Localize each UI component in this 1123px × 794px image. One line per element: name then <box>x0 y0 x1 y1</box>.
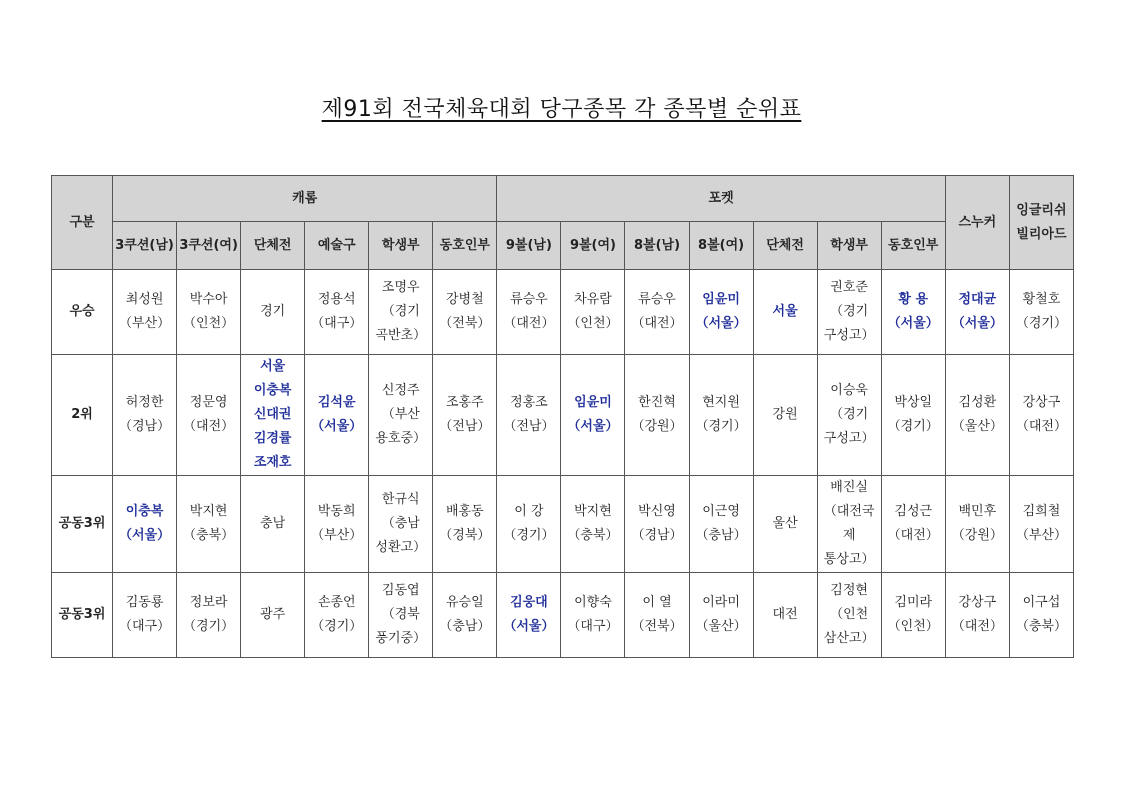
result-cell <box>625 573 689 658</box>
carom-3cushion-men-header: 3쿠션(남) <box>113 222 177 270</box>
result-cell <box>241 476 305 573</box>
cell-line: 삼산고） <box>823 631 875 646</box>
cell-line: 류승우 <box>510 292 548 307</box>
cell-line: 광주 <box>260 607 286 622</box>
pocket-student-header: 학생부 <box>817 222 881 270</box>
cell-line: （충북） <box>183 528 235 543</box>
cell-line: （대전） <box>887 528 939 543</box>
cell-line: 이승욱 <box>830 383 868 398</box>
cell-line: 강상구 <box>1022 395 1061 410</box>
cell-line: 박수아 <box>189 292 228 307</box>
cell-line: （경기） <box>1015 316 1067 331</box>
cell-line: （대구） <box>567 619 619 634</box>
result-cell <box>561 355 625 476</box>
result-cell <box>241 573 305 658</box>
cell-line: 김미라 <box>894 595 933 610</box>
pocket-group-header: 포켓 <box>497 176 945 222</box>
cell-line: 김성근 <box>894 504 933 519</box>
result-cell <box>881 573 945 658</box>
result-cell <box>625 270 689 355</box>
cell-line: （대전） <box>183 419 235 434</box>
cell-line: 손종언 <box>317 595 356 610</box>
english-billiards-line-1: 잉글리쉬 <box>1016 202 1067 218</box>
result-cell <box>497 573 561 658</box>
result-cell <box>817 476 881 573</box>
cell-line: 강원 <box>772 407 798 422</box>
cell-line: 조재호 <box>253 455 292 470</box>
cell-line: 한규식 <box>381 492 420 507</box>
cell-line: 유승일 <box>445 595 484 610</box>
result-cell <box>689 355 753 476</box>
result-cell <box>945 270 1009 355</box>
cell-line: 최성원 <box>125 292 164 307</box>
result-cell <box>177 476 241 573</box>
cell-line: 강상구 <box>958 595 997 610</box>
cell-line: （충남 <box>381 516 420 531</box>
result-cell <box>177 573 241 658</box>
result-cell <box>433 573 497 658</box>
result-cell <box>817 270 881 355</box>
cell-line: （대전） <box>1015 419 1067 434</box>
cell-line: 조명우 <box>381 280 420 295</box>
result-cell <box>817 573 881 658</box>
cell-line: （경기 <box>381 304 420 319</box>
result-cell <box>433 270 497 355</box>
cell-line: 곡반초） <box>375 328 427 343</box>
cell-line: 신정주 <box>381 383 420 398</box>
cell-line: 성환고） <box>375 540 427 555</box>
cell-line: （서울） <box>887 316 939 331</box>
cell-line: （경북 <box>381 607 420 622</box>
cell-line: （대전） <box>503 316 555 331</box>
cell-line: 김경률 <box>253 431 292 446</box>
cell-line: 배홍동 <box>445 504 484 519</box>
result-cell <box>817 355 881 476</box>
cell-line: （경기） <box>887 419 939 434</box>
result-cell <box>689 573 753 658</box>
cell-line: 용호중） <box>375 431 427 446</box>
carom-3cushion-women-header: 3쿠션(여) <box>177 222 241 270</box>
ranking-table <box>51 175 1074 658</box>
cell-line: （강원） <box>631 419 683 434</box>
cell-line: 서울 <box>772 304 798 319</box>
subheader-row <box>52 222 1074 270</box>
cell-line: 김동룡 <box>125 595 164 610</box>
cell-line: （전북） <box>631 619 683 634</box>
table-row <box>52 573 1074 658</box>
cell-line: 조홍주 <box>445 395 484 410</box>
cell-line: （울산） <box>951 419 1003 434</box>
result-cell <box>1009 476 1073 573</box>
result-cell <box>305 270 369 355</box>
pocket-8ball-men-header: 8볼(남) <box>625 222 689 270</box>
cell-line: 정용석 <box>317 292 356 307</box>
cell-line: 이충복 <box>253 383 292 398</box>
cell-line: （서울） <box>311 419 363 434</box>
cell-line: （충남） <box>439 619 491 634</box>
table-row <box>52 270 1074 355</box>
result-cell <box>881 270 945 355</box>
result-cell <box>497 476 561 573</box>
cell-line: 김웅대 <box>510 595 548 610</box>
result-cell <box>561 573 625 658</box>
cell-line: （전남） <box>503 419 555 434</box>
cell-line: （강원） <box>951 528 1003 543</box>
cell-line: 박지현 <box>189 504 228 519</box>
result-cell <box>433 476 497 573</box>
cell-line: （경기 <box>830 407 869 422</box>
cell-line: （경남） <box>119 419 171 434</box>
table-row <box>52 476 1074 573</box>
cell-line: 배진실 <box>830 480 868 495</box>
cell-line: 김동엽 <box>381 583 420 598</box>
cell-line: 구성고） <box>823 431 875 446</box>
cell-line: 이라미 <box>702 595 740 610</box>
cell-line: （부산） <box>311 528 363 543</box>
result-cell <box>241 355 305 476</box>
result-cell <box>369 270 433 355</box>
cell-line: （충북） <box>1015 619 1067 634</box>
cell-line: 박동희 <box>317 504 356 519</box>
cell-line: 차유람 <box>574 292 612 307</box>
result-cell <box>1009 355 1073 476</box>
cell-line: 백민후 <box>958 504 997 519</box>
result-cell <box>753 573 817 658</box>
result-cell <box>305 476 369 573</box>
corner-header: 구분 <box>52 176 113 270</box>
cell-line: （인천） <box>887 619 939 634</box>
rank-label: 2위 <box>52 355 113 476</box>
cell-line: （인천） <box>183 316 235 331</box>
title-text: 제91회 전국체육대회 당구종목 각 종목별 순위표 <box>321 97 802 122</box>
cell-line: 허정한 <box>125 395 164 410</box>
result-cell <box>561 270 625 355</box>
rank-label: 공동3위 <box>52 573 113 658</box>
result-cell <box>689 476 753 573</box>
cell-line: 박신영 <box>638 504 676 519</box>
cell-line: 이근영 <box>702 504 740 519</box>
result-cell <box>625 476 689 573</box>
cell-line: 정대균 <box>958 292 997 307</box>
result-cell <box>945 573 1009 658</box>
result-cell <box>753 476 817 573</box>
pocket-amateur-header: 동호인부 <box>881 222 945 270</box>
cell-line: （충북） <box>567 528 619 543</box>
cell-line: 김석윤 <box>317 395 356 410</box>
cell-line: 박상일 <box>894 395 933 410</box>
group-header-row <box>52 176 1074 222</box>
cell-line: （대전） <box>631 316 683 331</box>
result-cell <box>113 476 177 573</box>
cell-line: 울산 <box>772 516 798 531</box>
cell-line: （울산） <box>695 619 747 634</box>
pocket-9ball-men-header: 9볼(남) <box>497 222 561 270</box>
cell-line: （경북） <box>439 528 491 543</box>
cell-line: （경기） <box>695 419 747 434</box>
table-row <box>52 355 1074 476</box>
snooker-header: 스누커 <box>945 176 1009 270</box>
cell-line: （경기） <box>311 619 363 634</box>
cell-line: （대구） <box>119 619 171 634</box>
cell-line: （대구） <box>311 316 363 331</box>
cell-line: 강병철 <box>445 292 484 307</box>
cell-line: （서울） <box>567 419 619 434</box>
cell-line: 이 강 <box>514 504 544 519</box>
cell-line: （부산） <box>119 316 171 331</box>
cell-line: （경기） <box>183 619 235 634</box>
result-cell <box>689 270 753 355</box>
cell-line: 박지현 <box>574 504 612 519</box>
page-title <box>0 92 1123 123</box>
cell-line: 황철호 <box>1022 292 1061 307</box>
cell-line: 정보라 <box>189 595 228 610</box>
cell-line: 권호준 <box>830 280 868 295</box>
result-cell <box>1009 573 1073 658</box>
result-cell <box>753 355 817 476</box>
result-cell <box>625 355 689 476</box>
cell-line: （대전국제 <box>823 504 875 543</box>
carom-student-header: 학생부 <box>369 222 433 270</box>
result-cell <box>753 270 817 355</box>
result-cell <box>497 270 561 355</box>
cell-line: 이구섭 <box>1022 595 1061 610</box>
cell-line: （전남） <box>439 419 491 434</box>
cell-line: 서울 <box>260 359 286 374</box>
cell-line: 충남 <box>260 516 286 531</box>
result-cell <box>305 573 369 658</box>
cell-line: 황 용 <box>898 292 929 307</box>
cell-line: 통상고） <box>823 552 875 567</box>
cell-line: （충남） <box>695 528 747 543</box>
cell-line: 정문영 <box>189 395 228 410</box>
english-billiards-header <box>1009 176 1073 270</box>
cell-line: 김정현 <box>830 583 868 598</box>
result-cell <box>497 355 561 476</box>
result-cell <box>369 476 433 573</box>
result-cell <box>241 270 305 355</box>
cell-line: 임윤미 <box>702 292 740 307</box>
result-cell <box>113 573 177 658</box>
result-cell <box>1009 270 1073 355</box>
result-cell <box>561 476 625 573</box>
result-cell <box>369 355 433 476</box>
result-cell <box>881 476 945 573</box>
cell-line: （서울） <box>951 316 1003 331</box>
pocket-8ball-women-header: 8볼(여) <box>689 222 753 270</box>
result-cell <box>113 270 177 355</box>
cell-line: 구성고） <box>823 328 875 343</box>
cell-line: （부산 <box>381 407 420 422</box>
cell-line: （대전） <box>951 619 1003 634</box>
cell-line: 이향숙 <box>574 595 612 610</box>
carom-amateur-header: 동호인부 <box>433 222 497 270</box>
cell-line: （경남） <box>631 528 683 543</box>
cell-line: 현지원 <box>702 395 740 410</box>
pocket-9ball-women-header: 9볼(여) <box>561 222 625 270</box>
cell-line: （전북） <box>439 316 491 331</box>
cell-line: 한진혁 <box>638 395 676 410</box>
rank-label: 우승 <box>52 270 113 355</box>
cell-line: 대전 <box>772 607 798 622</box>
cell-line: 김희철 <box>1022 504 1061 519</box>
result-cell <box>305 355 369 476</box>
cell-line: （부산） <box>1015 528 1067 543</box>
result-cell <box>945 355 1009 476</box>
cell-line: （경기） <box>503 528 555 543</box>
cell-line: （서울） <box>119 528 171 543</box>
carom-group-header: 캐롬 <box>113 176 497 222</box>
result-cell <box>177 355 241 476</box>
result-cell <box>881 355 945 476</box>
english-billiards-line-2: 빌리아드 <box>1016 226 1067 242</box>
cell-line: 정홍조 <box>510 395 548 410</box>
cell-line: 경기 <box>260 304 286 319</box>
cell-line: 신대권 <box>253 407 292 422</box>
result-cell <box>945 476 1009 573</box>
cell-line: （서울） <box>695 316 747 331</box>
cell-line: 이충복 <box>125 504 164 519</box>
cell-line: 이 열 <box>642 595 672 610</box>
cell-line: 류승우 <box>638 292 676 307</box>
pocket-team-header: 단체전 <box>753 222 817 270</box>
carom-team-header: 단체전 <box>241 222 305 270</box>
cell-line: （경기 <box>830 304 869 319</box>
cell-line: 임윤미 <box>574 395 612 410</box>
cell-line: （서울） <box>503 619 555 634</box>
carom-artistic-header: 예술구 <box>305 222 369 270</box>
cell-line: （인천） <box>567 316 619 331</box>
result-cell <box>113 355 177 476</box>
result-cell <box>433 355 497 476</box>
cell-line: 풍기중） <box>375 631 427 646</box>
cell-line: 김성환 <box>958 395 997 410</box>
result-cell <box>177 270 241 355</box>
result-cell <box>369 573 433 658</box>
cell-line: （인천 <box>830 607 869 622</box>
rank-label: 공동3위 <box>52 476 113 573</box>
